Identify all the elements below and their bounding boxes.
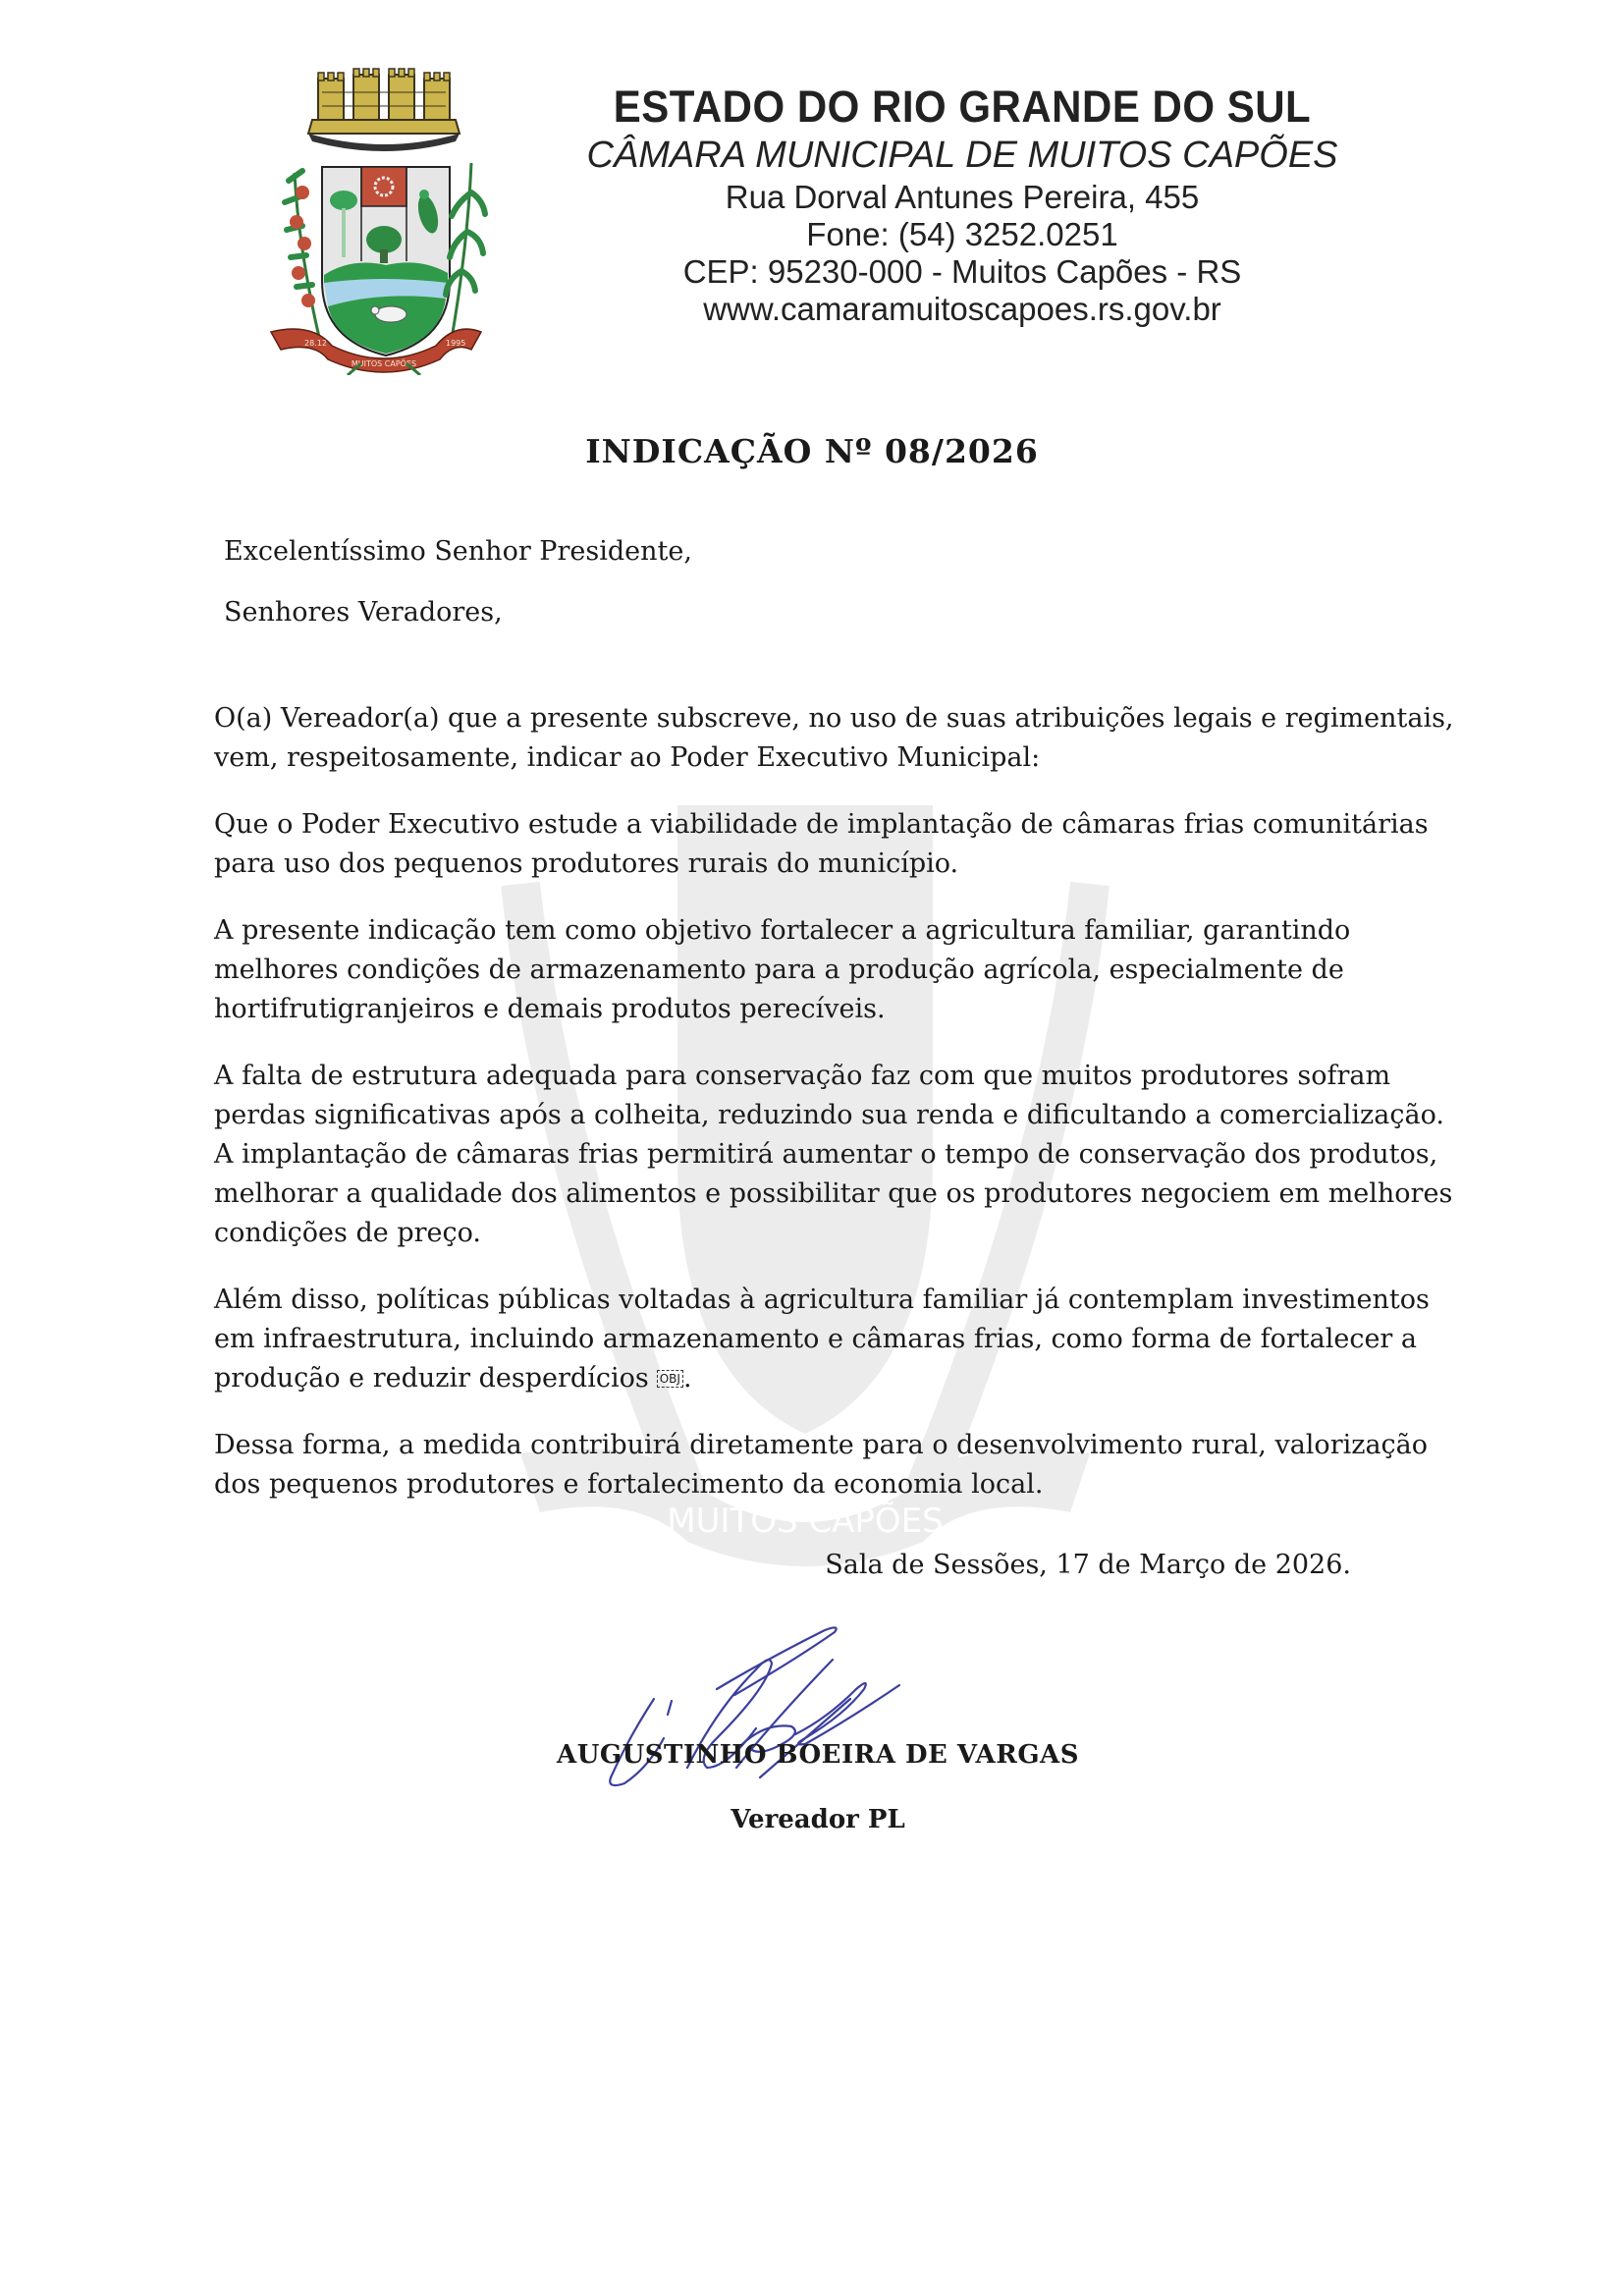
chamber-name: CÂMARA MUNICIPAL DE MUITOS CAPÕES <box>586 135 1338 176</box>
watermark-text: MUITOS CAPÕES <box>667 1502 944 1541</box>
text-line: Dessa forma, a medida contribuirá diretamente para o desenvolvimento rural, valorização <box>214 1430 1429 1460</box>
signer-name: AUGUSTINHO BOEIRA DE VARGAS <box>557 1740 1079 1770</box>
paragraph-request <box>214 805 1429 884</box>
text-line: hortifrutigranjeiros e demais produtos perecíveis. <box>214 994 886 1024</box>
salutation-president: Excelentíssimo Senhor Presidente, <box>224 536 692 567</box>
document-body <box>214 699 1454 1532</box>
text-line: em infraestrutura, incluindo armazenamento e câmaras frias, como forma de fortalecer a <box>214 1324 1418 1354</box>
text-line: A implantação de câmaras frias permitirá aumentar o tempo de conservação dos produtos, <box>214 1139 1438 1170</box>
ribbon-year: 1995 <box>446 339 466 348</box>
text-line: A presente indicação tem como objetivo fortalecer a agricultura familiar, garantindo <box>214 915 1351 946</box>
text-line: para uso dos pequenos produtores rurais do município. <box>214 848 959 879</box>
paragraph-justification <box>214 1057 1453 1253</box>
coat-of-arms-icon <box>253 65 489 375</box>
text-line: dos pequenos produtores e fortalecimento da economia local. <box>214 1469 1044 1500</box>
shield <box>322 167 450 355</box>
handwritten-signature <box>569 1620 923 1797</box>
website: www.camaramuitoscapoes.rs.gov.br <box>703 291 1221 327</box>
trailing-punctuation: . <box>682 1363 692 1394</box>
paragraph-intro <box>214 699 1454 778</box>
text-line: vem, respeitosamente, indicar ao Poder Executivo Municipal: <box>214 742 1041 773</box>
state-name: ESTADO DO RIO GRANDE DO SUL <box>613 82 1312 132</box>
text-line: perdas significativas após a colheita, reduzindo sua renda e dificultando a comercialização. <box>214 1100 1444 1130</box>
corn-stalk <box>446 163 485 350</box>
fruit-branch <box>285 171 322 350</box>
paragraph-objective <box>214 911 1373 1029</box>
salutation-councilors: Senhores Veradores, <box>224 597 503 628</box>
paragraph-conclusion <box>214 1426 1429 1504</box>
object-placeholder-icon: OBJ <box>657 1370 683 1388</box>
phone: Fone: (54) 3252.0251 <box>806 216 1118 252</box>
text-line: Que o Poder Executivo estude a viabilidade de implantação de câmaras frias comunitárias <box>214 809 1429 840</box>
text-line-content: produção e reduzir desperdícios <box>214 1363 649 1394</box>
signer-role: Vereador PL <box>731 1805 905 1834</box>
text-line: melhores condições de armazenamento para a produção agrícola, especialmente de <box>214 955 1344 985</box>
text-line: O(a) Vereador(a) que a presente subscreve, no uso de suas atribuições legais e regimentais, <box>214 703 1454 734</box>
date-place-line: Sala de Sessões, 17 de Março de 2026. <box>825 1550 1351 1580</box>
text-line: Além disso, políticas públicas voltadas à agricultura familiar já contemplam investimentos <box>214 1285 1430 1315</box>
postal-code: CEP: 95230-000 - Muitos Capões - RS <box>682 253 1242 290</box>
ribbon-date: 28.12 <box>304 339 327 348</box>
paragraph-policy <box>214 1281 1430 1398</box>
letterhead <box>550 82 1375 328</box>
text-line <box>214 1359 1373 1398</box>
text-line: melhorar a qualidade dos alimentos e possibilitar que os produtores negociem em melhores <box>214 1178 1453 1209</box>
ribbon-motto: MUITOS CAPÕES <box>351 359 417 368</box>
text-line: condições de preço. <box>214 1218 481 1248</box>
address: Rua Dorval Antunes Pereira, 455 <box>725 179 1200 215</box>
mural-crown <box>308 69 460 151</box>
text-line: A falta de estrutura adequada para conservação faz com que muitos produtores sofram <box>214 1061 1391 1091</box>
document-title: INDICAÇÃO Nº 08/2026 <box>585 432 1039 470</box>
